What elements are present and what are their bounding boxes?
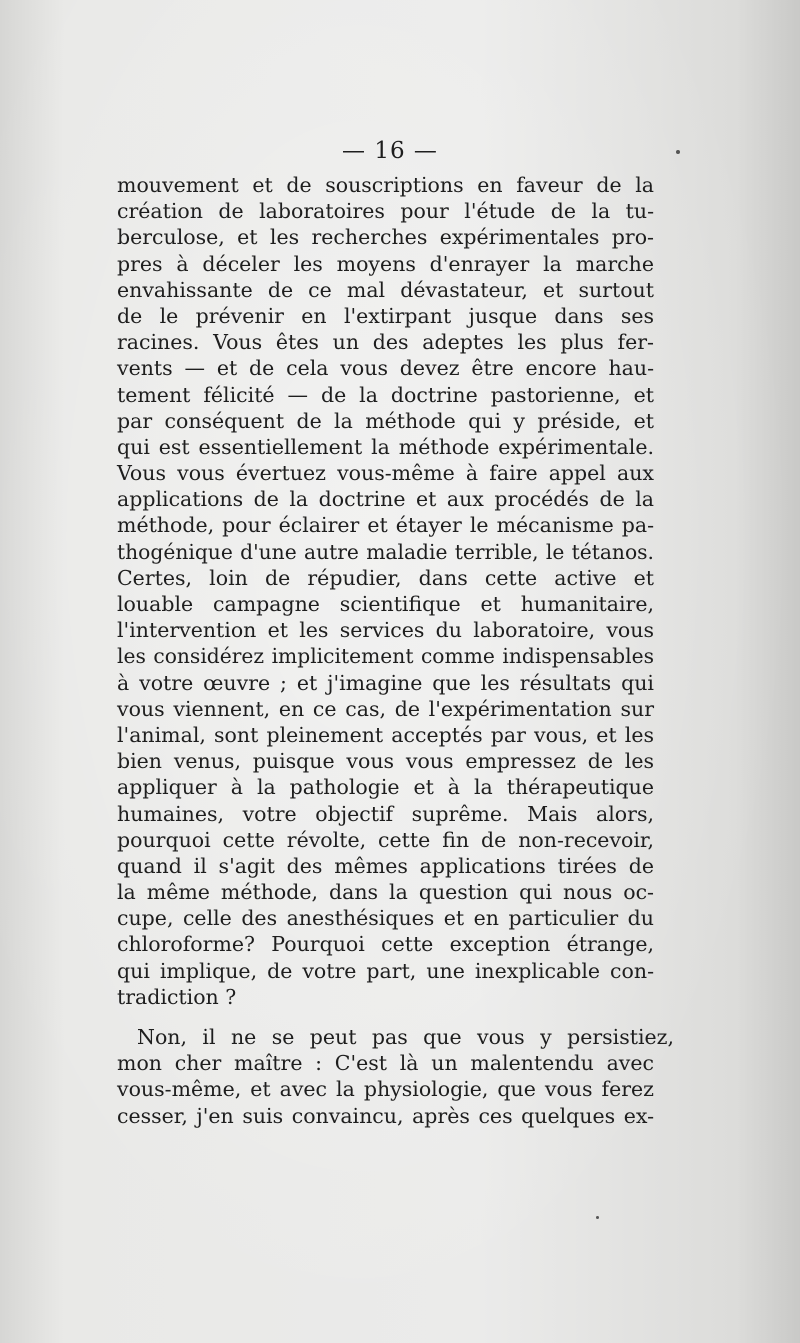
text-line: pres à déceler les moyens d'enrayer la marche	[117, 251, 654, 276]
text-line: Non, il ne se peut pas que vous y persistiez,	[137, 1025, 674, 1049]
text-line: qui est essentiellement la méthode expérimentale.	[117, 434, 654, 459]
body-text	[117, 172, 674, 1129]
text-line: par conséquent de la méthode qui y préside, et	[117, 408, 654, 433]
text-line: bien venus, puisque vous vous empressez de les	[117, 749, 654, 774]
text-line: vous viennent, en ce cas, de l'expérimentation sur	[117, 696, 654, 721]
text-line: cupe, celle des anesthésiques et en particulier du	[117, 906, 654, 931]
text-line: chloroforme? Pourquoi cette exception étrange,	[117, 932, 654, 957]
text-line: thogénique d'une autre maladie terrible, le tétanos.	[117, 539, 654, 564]
text-line: envahissante de ce mal dévastateur, et surtout	[117, 277, 654, 302]
text-line: mouvement et de souscriptions en faveur de la	[117, 173, 654, 197]
text-line: pourquoi cette révolte, cette fin de non-recevoir,	[117, 827, 654, 852]
text-line: Certes, loin de répudier, dans cette active et	[117, 565, 654, 590]
text-line: tradiction ?	[117, 984, 237, 1009]
text-line: appliquer à la pathologie et à la thérapeutique	[117, 775, 654, 800]
text-line: l'animal, sont pleinement acceptés par vous, et les	[117, 722, 654, 747]
text-line: cesser, j'en suis convaincu, après ces quelques ex-	[117, 1103, 654, 1128]
page-number: — 16 —	[342, 138, 438, 164]
text-line: quand il s'agit des mêmes applications tirées de	[117, 853, 654, 878]
text-line: création de laboratoires pour l'étude de la tu-	[117, 199, 654, 224]
text-line: vous-même, et avec la physiologie, que vous ferez	[117, 1077, 654, 1102]
text-line: berculose, et les recherches expérimentales pro-	[117, 225, 654, 250]
text-line: les considérez implicitement comme indispensables	[117, 644, 654, 669]
text-line: Vous vous évertuez vous-même à faire appel aux	[117, 461, 654, 486]
text-line: racines. Vous êtes un des adeptes les plus fer-	[117, 330, 654, 355]
text-line: vents — et de cela vous devez être encore hau-	[117, 356, 654, 381]
text-line: louable campagne scientifique et humanitaire,	[117, 592, 654, 616]
ink-speck	[676, 150, 680, 154]
text-line: de le prévenir en l'extirpant jusque dans ses	[117, 303, 654, 328]
text-line: humaines, votre objectif suprême. Mais alors,	[117, 801, 654, 826]
text-line: méthode, pour éclairer et étayer le mécanisme pa-	[117, 513, 654, 538]
text-line: à votre œuvre ; et j'imagine que les résultats qui	[117, 670, 654, 695]
ink-speck	[596, 1216, 599, 1219]
text-line: mon cher maître : C'est là un malentendu avec	[117, 1051, 654, 1076]
text-line: tement félicité — de la doctrine pastorienne, et	[117, 382, 654, 407]
text-line: applications de la doctrine et aux procédés de la	[117, 487, 654, 512]
text-line: qui implique, de votre part, une inexplicable con-	[117, 958, 654, 983]
paragraph-1	[117, 172, 654, 1010]
text-line: l'intervention et les services du laboratoire, vous	[117, 618, 654, 643]
text-line: la même méthode, dans la question qui nous oc-	[117, 880, 654, 905]
paragraph-2	[117, 1024, 674, 1129]
